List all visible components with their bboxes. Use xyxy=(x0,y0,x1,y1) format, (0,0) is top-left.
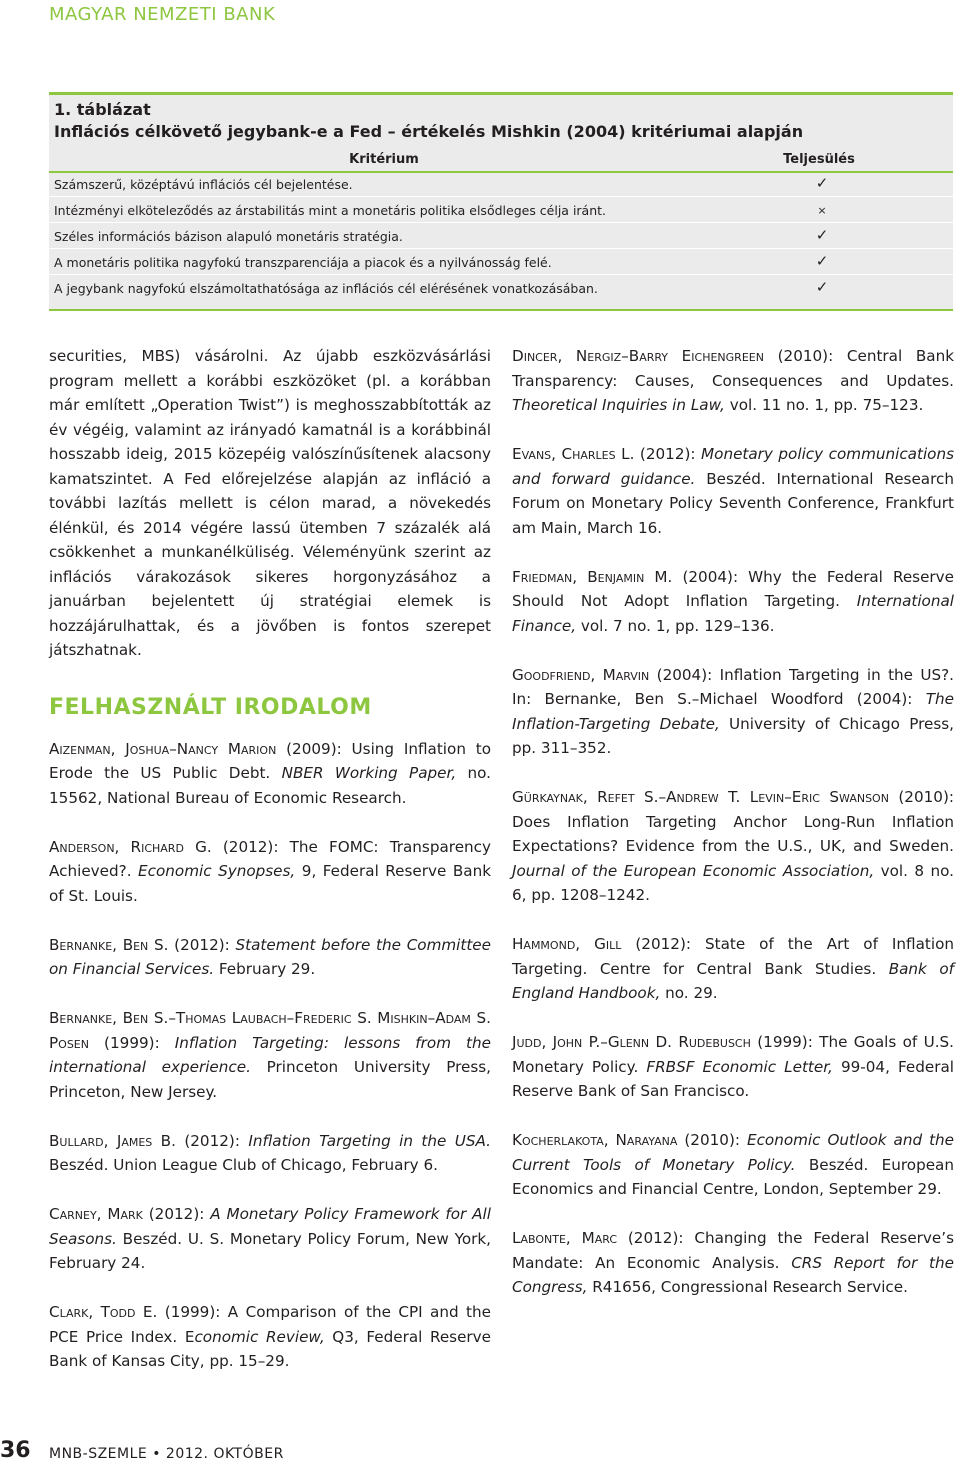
table-row xyxy=(49,277,953,301)
row-criterion: A monetáris politika nagyfokú transzparenciája a piacok és a nyilvánosság felé. xyxy=(54,255,552,270)
check-icon: ✓ xyxy=(815,174,829,192)
table-row xyxy=(49,173,953,197)
running-header: MAGYAR NEMZETI BANK xyxy=(49,4,276,25)
reference-authors: Kocherlakota, Narayana xyxy=(512,1131,678,1149)
reference-text: (2010): Does Inflation Targeting Anchor Long-Run Inflation Expectations? Evidence from the U.S., UK, and Sweden. xyxy=(512,788,955,855)
reference-item xyxy=(49,1300,491,1374)
reference-authors: Goodfriend, Marvin xyxy=(512,665,650,684)
reference-authors: Friedman, Benjamin M. xyxy=(512,567,673,586)
references-heading: FELHASZNÁLT IRODALOM xyxy=(49,694,372,720)
reference-title: Journal of the European Economic Association, xyxy=(512,861,875,880)
reference-authors: Bernanke, Ben S. xyxy=(49,935,169,954)
reference-title: Economic Outlook and the Current Tools of Monetary Policy. xyxy=(512,1131,954,1174)
reference-text: (2010): Central Bank Transparency: Causes, Consequences and Updates. xyxy=(512,347,954,390)
reference-title: The Inflation-Targeting Debate, xyxy=(512,690,954,733)
reference-title: Inflation Targeting: lessons from the international experience. xyxy=(49,1033,491,1076)
reference-text: (2012): xyxy=(634,445,702,463)
reference-text: no. 29. xyxy=(660,984,718,1002)
reference-text: (2012): State of the Art of Inflation Targeting. Centre for Central Bank Studies. xyxy=(512,935,954,978)
left-column xyxy=(49,344,491,1398)
reference-text: Beszéd. U. S. Monetary Policy Forum, New York, February 24. xyxy=(49,1229,491,1272)
reference-title: CRS Report for the Congress, xyxy=(512,1253,954,1296)
row-criterion: Számszerű, középtávú inflációs cél bejelentése. xyxy=(54,177,353,192)
row-divider xyxy=(49,248,953,249)
reference-title: Bank of England Handbook, xyxy=(512,959,954,1002)
reference-text: no. 15562, National Bureau of Economic Research. xyxy=(49,764,491,807)
column-header-criterion: Kritérium xyxy=(349,152,419,167)
reference-text: (2004): Why the Federal Reserve Should Not Adopt Inflation Targeting. xyxy=(512,567,954,610)
reference-text: (1999): The Goals of U.S. Monetary Policy. xyxy=(512,1033,954,1076)
reference-text: (1999): A Comparison of the CPI and the PCE Price Index. E xyxy=(49,1303,491,1346)
reference-title: FRBSF Economic Letter, xyxy=(646,1057,833,1076)
reference-item xyxy=(512,565,954,639)
reference-text: Beszéd. Union League Club of Chicago, February 6. xyxy=(49,1156,438,1174)
reference-item xyxy=(512,344,954,418)
reference-text: (1999): xyxy=(88,1033,175,1052)
reference-item xyxy=(512,932,954,1006)
row-divider xyxy=(49,222,953,223)
reference-authors: Bernanke, Ben S.–Thomas Laubach–Frederic S. Mishkin–Adam S. Posen xyxy=(49,1009,491,1052)
page-number: 36 xyxy=(0,1438,31,1463)
reference-text: (2012): Changing the Federal Reserve’s Mandate: An Economic Analysis. xyxy=(512,1229,954,1272)
reference-item xyxy=(512,1128,954,1202)
reference-text: Beszéd. European Economics and Financial Centre, London, September 29. xyxy=(512,1155,954,1198)
reference-text: Beszéd. International Research Forum on Monetary Policy Seventh Conference, Frankfurt am Main, March 16. xyxy=(512,469,954,537)
criteria-table xyxy=(49,92,953,311)
reference-title: Economic Synopses, xyxy=(138,862,296,880)
reference-text: 99-04, Federal Reserve Bank of San Francisco. xyxy=(512,1057,954,1100)
table-bottom-rule xyxy=(49,309,953,311)
reference-item xyxy=(512,1226,954,1300)
reference-text: Princeton University Press, Princeton, New Jersey. xyxy=(49,1058,491,1101)
reference-authors: Judd, John P.–Glenn D. Rudebusch xyxy=(512,1033,751,1051)
right-column xyxy=(512,344,954,1324)
cross-icon: × xyxy=(817,204,827,217)
footer-publication: MNB-SZEMLE • 2012. OKTÓBER xyxy=(49,1446,284,1462)
reference-text: G. (2012): The FOMC: Transparency Achieved?. xyxy=(49,837,492,880)
reference-title: Inflation Targeting in the USA. xyxy=(248,1131,491,1150)
reference-text: 9, Federal Reserve Bank of St. Louis. xyxy=(49,862,492,905)
reference-authors: Gürkaynak, Refet S.–Andrew T. Levin–Eric Swanson xyxy=(512,788,889,806)
table-row xyxy=(49,251,953,275)
reference-item xyxy=(512,442,954,540)
check-icon: ✓ xyxy=(815,278,829,296)
table-number: 1. táblázat xyxy=(54,100,151,119)
reference-authors: Bullard, James B. xyxy=(49,1131,176,1150)
reference-authors: Anderson, Richard xyxy=(49,837,184,856)
reference-item xyxy=(49,1202,491,1276)
reference-title: conomic Review, xyxy=(194,1327,325,1346)
reference-text: (2012): xyxy=(175,1131,249,1150)
reference-title: Statement before the Committee on Financial Services. xyxy=(49,935,491,978)
reference-title: Theoretical Inquiries in Law, xyxy=(512,396,725,414)
reference-text: vol. 7 no. 1, pp. 129–136. xyxy=(576,616,775,635)
reference-item xyxy=(49,1006,491,1104)
row-divider xyxy=(49,196,953,197)
reference-text: (2012): xyxy=(142,1205,211,1223)
reference-title: Monetary policy communications and forward guidance. xyxy=(512,445,954,488)
reference-item xyxy=(49,933,491,982)
reference-text: (2012): xyxy=(168,935,236,954)
table-row xyxy=(49,199,953,223)
reference-authors: Hammond, Gill xyxy=(512,935,622,953)
reference-item xyxy=(512,1030,954,1104)
table-title: Inflációs célkövető jegybank-e a Fed – értékelés Mishkin (2004) kritériumai alapján xyxy=(54,122,804,141)
reference-text: vol. 11 no. 1, pp. 75–123. xyxy=(724,396,924,414)
reference-item xyxy=(49,1129,491,1178)
row-criterion: Széles információs bázison alapuló monetáris stratégia. xyxy=(54,229,403,244)
reference-text: Q3, Federal Reserve Bank of Kansas City, pp. 15–29. xyxy=(49,1327,491,1370)
row-criterion: Intézményi elköteleződés az árstabilitás mint a monetáris politika elsődleges célja iránt. xyxy=(54,203,607,218)
reference-text: University of Chicago Press, pp. 311–352. xyxy=(512,714,954,757)
reference-authors: Aizenman, Joshua–Nancy Marion xyxy=(49,739,277,758)
check-icon: ✓ xyxy=(815,252,829,270)
reference-item xyxy=(512,663,954,761)
reference-item xyxy=(49,835,491,909)
table-top-rule xyxy=(49,92,953,95)
table-row xyxy=(49,225,953,249)
reference-authors: Labonte, Marc xyxy=(512,1229,617,1247)
row-divider xyxy=(49,274,953,275)
row-criterion: A jegybank nagyfokú elszámoltathatósága az inflációs cél elérésének vonatkozásában. xyxy=(54,281,598,296)
reference-authors: Dincer, Nergiz–Barry Eichengreen xyxy=(512,347,764,365)
reference-text: February 29. xyxy=(214,960,316,978)
reference-authors: Carney, Mark xyxy=(49,1205,143,1223)
check-icon: ✓ xyxy=(815,226,829,244)
reference-item xyxy=(49,737,491,811)
reference-list-right xyxy=(512,344,954,1300)
reference-item xyxy=(512,785,954,908)
reference-text: R41656, Congressional Research Service. xyxy=(587,1278,908,1296)
reference-text: (2009): Using Inflation to Erode the US Public Debt. xyxy=(49,739,491,782)
reference-title: NBER Working Paper, xyxy=(281,764,457,782)
reference-list-left xyxy=(49,737,491,1374)
reference-text: (2004): Inflation Targeting in the US?. In: Bernanke, Ben S.–Michael Woodford (2004): xyxy=(512,665,954,708)
reference-text: vol. 8 no. 6, pp. 1208–1242. xyxy=(512,861,954,904)
reference-title: International Finance, xyxy=(512,592,954,635)
reference-authors: Clark, Todd E. xyxy=(49,1303,158,1321)
column-header-fulfilled: Teljesülés xyxy=(783,152,855,167)
body-paragraph: securities, MBS) vásárolni. Az újabb eszközvásárlási program mellett a korábbi eszközöket (pl. a korábban már említett „Operation Twist”) is meghosszabbították az év végéig, valamint az irányadó kamatnál is a korábbinál hosszabb ideig, 2015 közepéig valószínűsítenek alacsony kamatszintet. A Fed előrejelzése alapján az infláció a további lazítás mellett is célon marad, a növekedés élénkül, és 2014 végére lassú ütemben 7 százalék alá csökkenhet a munkanélküliség. Véleményünk szerint az inflációs várakozások sikeres horgonyzásához a januárban bejelentett új stratégiai elemek is hozzájárulhattak, és a jövőben is fontos szerepet játszhatnak. xyxy=(49,347,491,659)
reference-authors: Evans, Charles L. xyxy=(512,445,635,463)
reference-title: A Monetary Policy Framework for All Seasons. xyxy=(49,1205,491,1248)
reference-text: (2010): xyxy=(677,1131,747,1149)
